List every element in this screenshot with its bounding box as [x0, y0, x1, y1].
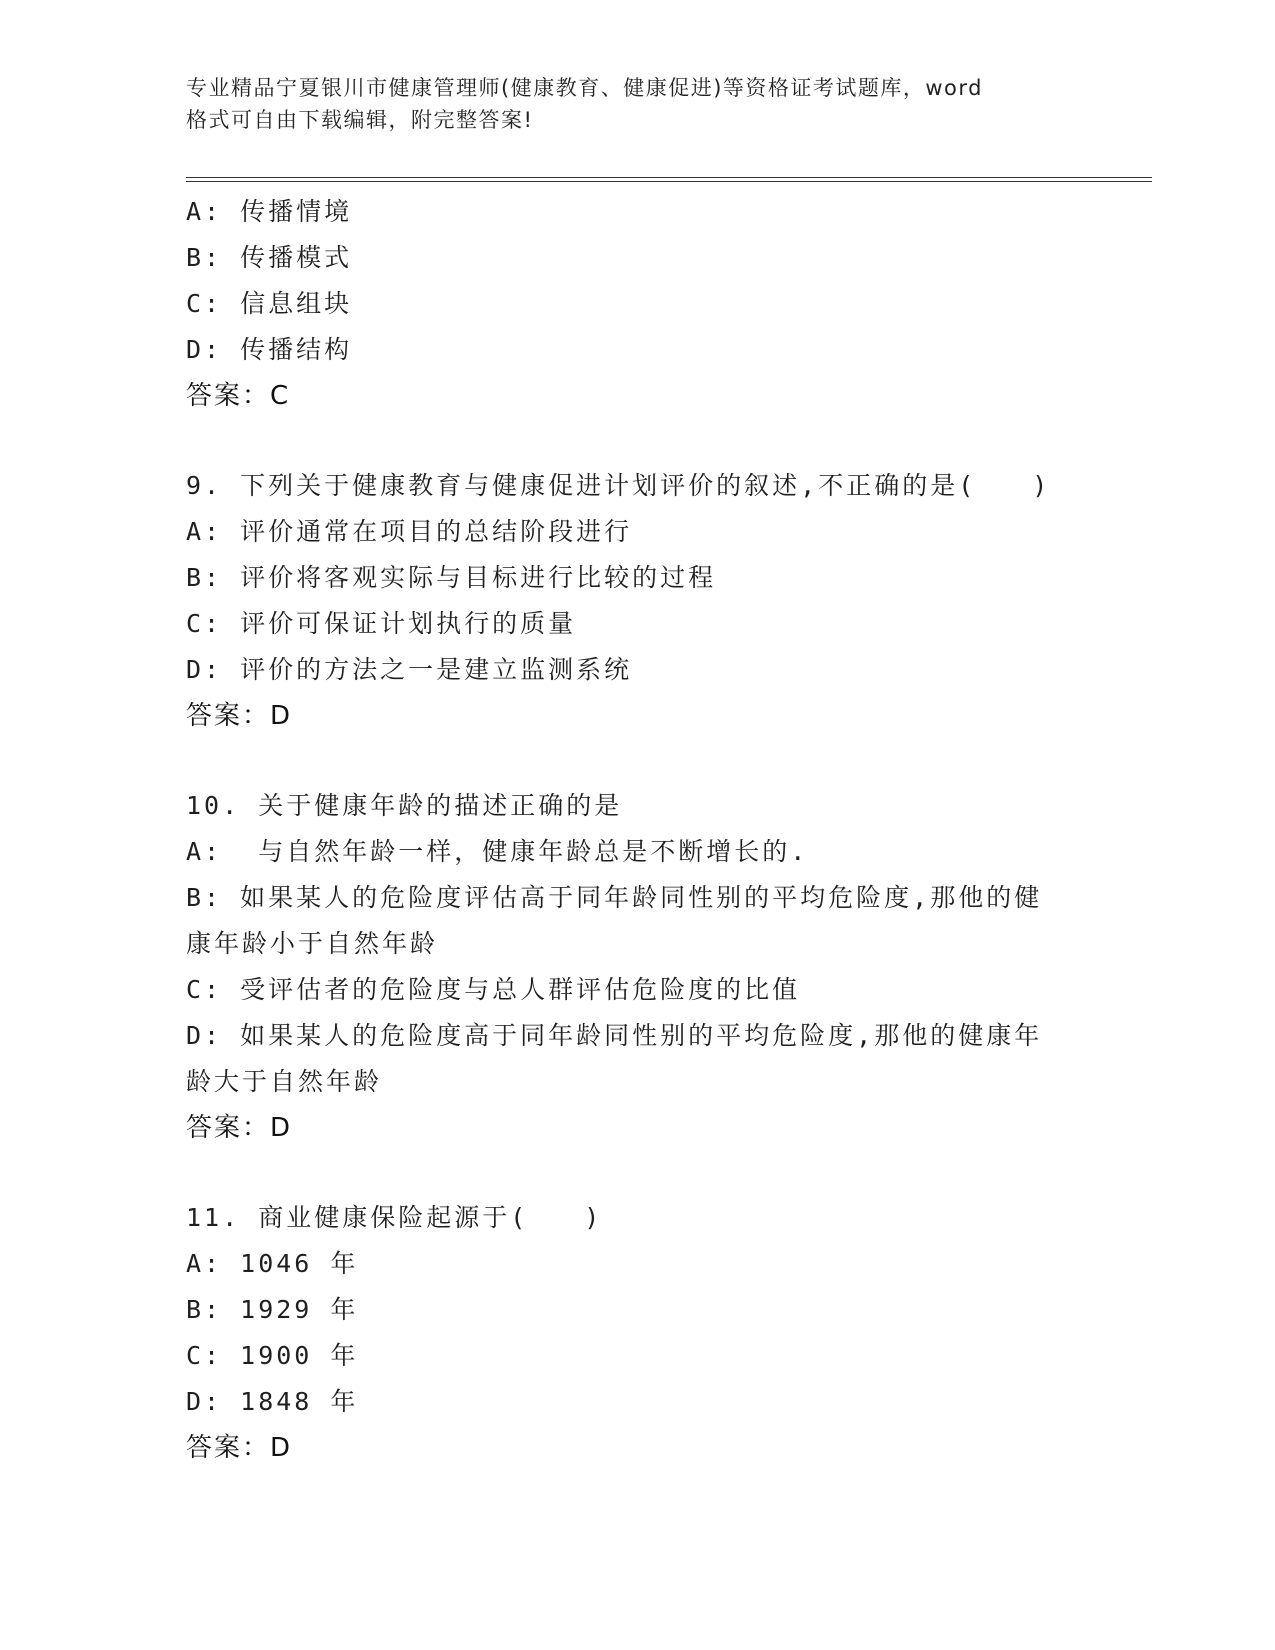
- header-line-1: 专业精品宁夏银川市健康管理师(健康教育、健康促进)等资格证考试题库，word: [186, 76, 984, 100]
- option-c: C: 评价可保证计划执行的质量: [186, 609, 577, 638]
- option-d: D: 1848 年: [186, 1387, 359, 1416]
- option-b: B: 1929 年: [186, 1295, 359, 1324]
- spacer: [186, 1151, 1066, 1195]
- header-divider-top: [186, 177, 1152, 178]
- answer: 答案：D: [186, 1433, 293, 1463]
- option-a: A: 与自然年龄一样，健康年龄总是不断增长的.: [186, 837, 809, 866]
- option-c: C: 1900 年: [186, 1341, 359, 1370]
- answer: 答案：D: [186, 701, 293, 731]
- question-block-10: [186, 783, 1066, 1151]
- question-block-8: [186, 189, 1066, 419]
- question-text: 11. 商业健康保险起源于( ): [186, 1203, 603, 1232]
- header-divider-bottom: [186, 181, 1152, 182]
- question-block-9: [186, 463, 1066, 739]
- option-d: D: 评价的方法之一是建立监测系统: [186, 655, 633, 684]
- option-b: B: 如果某人的危险度评估高于同年龄同性别的平均危险度,那他的健康年龄小于自然年龄: [186, 883, 1043, 958]
- option-d: D: 传播结构: [186, 335, 353, 364]
- answer: 答案：D: [186, 1113, 293, 1143]
- option-a: A: 传播情境: [186, 197, 353, 226]
- option-a: A: 1046 年: [186, 1249, 359, 1278]
- option-c: C: 受评估者的危险度与总人群评估危险度的比值: [186, 975, 801, 1004]
- document-header: [186, 72, 1066, 136]
- option-c: C: 信息组块: [186, 289, 353, 318]
- option-a: A: 评价通常在项目的总结阶段进行: [186, 517, 633, 546]
- question-block-11: [186, 1195, 1066, 1471]
- option-d: D: 如果某人的危险度高于同年龄同性别的平均危险度,那他的健康年龄大于自然年龄: [186, 1021, 1043, 1096]
- spacer: [186, 419, 1066, 463]
- spacer: [186, 739, 1066, 783]
- question-text: 10. 关于健康年龄的描述正确的是: [186, 791, 623, 820]
- option-b: B: 评价将客观实际与目标进行比较的过程: [186, 563, 717, 592]
- answer: 答案：C: [186, 381, 291, 411]
- option-b: B: 传播模式: [186, 243, 353, 272]
- header-line-2: 格式可自由下载编辑，附完整答案!: [186, 108, 534, 132]
- question-list: [186, 189, 1066, 1471]
- question-text: 9. 下列关于健康教育与健康促进计划评价的叙述,不正确的是( ): [186, 471, 1051, 500]
